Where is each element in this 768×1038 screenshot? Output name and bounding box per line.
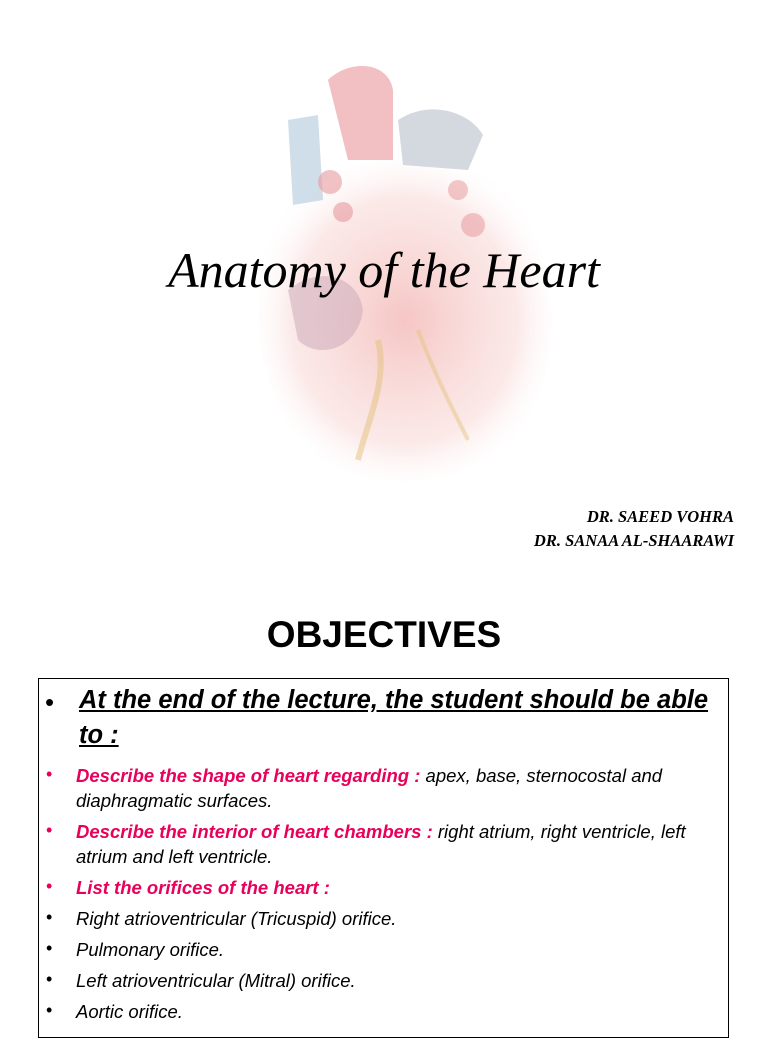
- bullet-dot-icon: •: [46, 938, 53, 958]
- bullet-dot-icon: •: [45, 687, 55, 717]
- bullet-dot-icon: •: [46, 820, 53, 840]
- bullet-dot-icon: •: [46, 764, 53, 784]
- item-text: right atrium, right ventricle, left atrium and left ventricle.: [76, 821, 686, 867]
- item-text: Left atrioventricular (Mitral) orifice.: [76, 970, 356, 991]
- main-objective: [43, 683, 723, 753]
- objectives-slide: [0, 585, 768, 1024]
- author-name: DR. SAEED VOHRA: [586, 507, 734, 526]
- objectives-heading: OBJECTIVES: [266, 614, 502, 655]
- list-item: [43, 968, 723, 993]
- bullet-dot-icon: •: [46, 876, 53, 896]
- item-lead: Describe the interior of heart chambers :: [76, 821, 433, 842]
- main-objective-text: At the end of the lecture, the student should be able to :: [79, 686, 709, 749]
- list-item: [43, 819, 723, 869]
- bullet-dot-icon: •: [46, 907, 53, 927]
- bullet-dot-icon: •: [46, 969, 53, 989]
- item-text: Pulmonary orifice.: [76, 939, 225, 960]
- item-lead: Describe the shape of heart regarding :: [76, 765, 421, 786]
- bullet-dot-icon: •: [46, 1000, 53, 1020]
- item-lead: List the orifices of the heart :: [76, 877, 330, 898]
- slide-title: Anatomy of the Heart: [168, 242, 600, 298]
- list-item: [43, 999, 723, 1024]
- objectives-box: [38, 678, 729, 1038]
- author-name: DR. SANAA AL-SHAARAWI: [533, 531, 734, 550]
- objectives-list: [43, 763, 723, 1030]
- item-text: Right atrioventricular (Tricuspid) orifice.: [76, 908, 397, 929]
- list-item: [43, 937, 723, 962]
- item-text: Aortic orifice.: [76, 1001, 183, 1022]
- list-item: [43, 875, 723, 900]
- item-text: apex, base, sternocostal and diaphragmatic surfaces.: [76, 765, 663, 811]
- list-item: [43, 763, 723, 813]
- author-list: [534, 505, 734, 553]
- list-item: [43, 906, 723, 931]
